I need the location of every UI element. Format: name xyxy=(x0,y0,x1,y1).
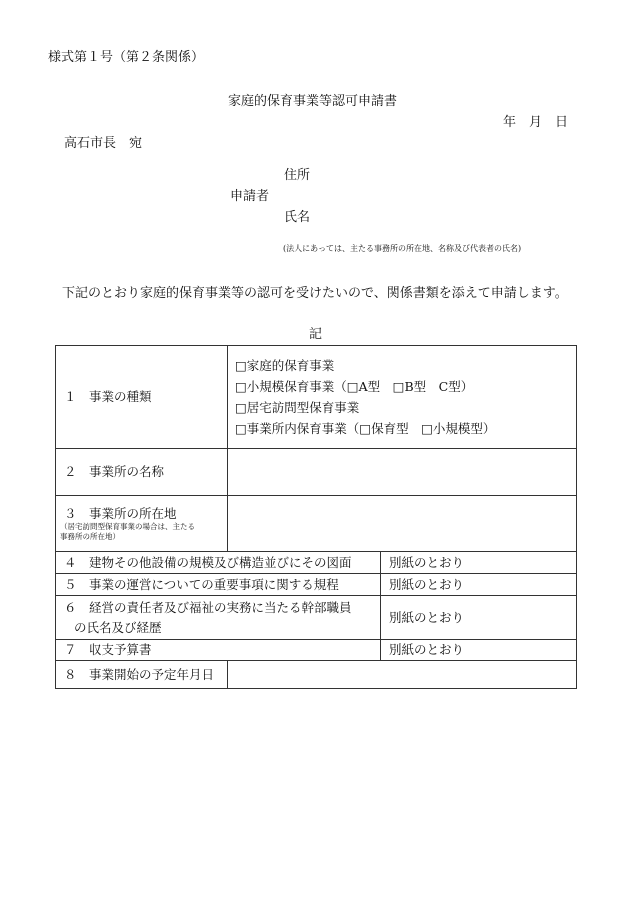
option-home-visit-daycare[interactable]: □居宅訪問型保育事業 xyxy=(235,400,360,415)
date-field: 年 月 日 xyxy=(503,115,569,130)
table-row-rules xyxy=(56,574,577,596)
facility-address-sub2: 事務所の所在地） xyxy=(60,531,120,541)
rules-label: ５ 事業の運営についての重要事項に関する規程 xyxy=(56,574,381,596)
name-label: 氏名 xyxy=(284,210,311,225)
budget-value: 別紙のとおり xyxy=(381,640,577,661)
staff-label-line1: ６ 経営の責任者及び福祉の実務に当たる幹部職員 xyxy=(64,599,352,615)
facility-address-sub1: （居宅訪問型保育事業の場合は、主たる xyxy=(60,521,195,531)
table-row-budget xyxy=(56,640,577,661)
table-row-start-date xyxy=(56,661,577,689)
facility-address-main: ３ 事業所の所在地 xyxy=(64,505,177,521)
business-type-label: １ 事業の種類 xyxy=(56,346,228,449)
facility-name-value[interactable] xyxy=(228,449,577,496)
option-small-daycare[interactable]: □小規模保育事業（□A型 □B型 C型） xyxy=(235,379,474,394)
facility-address-value[interactable] xyxy=(228,496,577,552)
table-row-building xyxy=(56,552,577,574)
corporation-note: (法人にあっては、主たる事務所の所在地、名称及び代表者の氏名) xyxy=(283,244,522,253)
ki-heading: 記 xyxy=(309,327,323,342)
facility-address-label xyxy=(56,496,228,552)
table-row-staff xyxy=(56,596,577,640)
staff-label-line2: の氏名及び経歴 xyxy=(74,619,162,635)
applicant-label: 申請者 xyxy=(230,189,270,204)
table-row-facility-name xyxy=(56,449,577,496)
budget-label: ７ 収支予算書 xyxy=(56,640,381,661)
application-statement: 下記のとおり家庭的保育事業等の認可を受けたいので、関係書類を添えて申請します。 xyxy=(62,286,568,301)
table-row-facility-address xyxy=(56,496,577,552)
application-table xyxy=(55,345,577,689)
start-date-label: ８ 事業開始の予定年月日 xyxy=(56,661,228,689)
building-value: 別紙のとおり xyxy=(381,552,577,574)
option-family-daycare[interactable]: □家庭的保育事業 xyxy=(235,358,335,373)
rules-value: 別紙のとおり xyxy=(381,574,577,596)
start-date-value[interactable] xyxy=(228,661,577,689)
staff-value: 別紙のとおり xyxy=(381,596,577,640)
business-type-options xyxy=(228,346,577,449)
building-label: ４ 建物その他設備の規模及び構造並びにその図面 xyxy=(56,552,381,574)
form-number: 様式第１号（第２条関係） xyxy=(48,50,205,65)
option-workplace-daycare[interactable]: □事業所内保育事業（□保育型 □小規模型） xyxy=(235,421,496,436)
table-row-business-type xyxy=(56,346,577,449)
facility-name-label: ２ 事業所の名称 xyxy=(56,449,228,496)
address-label: 住所 xyxy=(284,168,311,183)
document-title: 家庭的保育事業等認可申請書 xyxy=(228,94,398,109)
addressee: 高石市長 宛 xyxy=(64,136,143,151)
staff-label xyxy=(56,596,381,640)
